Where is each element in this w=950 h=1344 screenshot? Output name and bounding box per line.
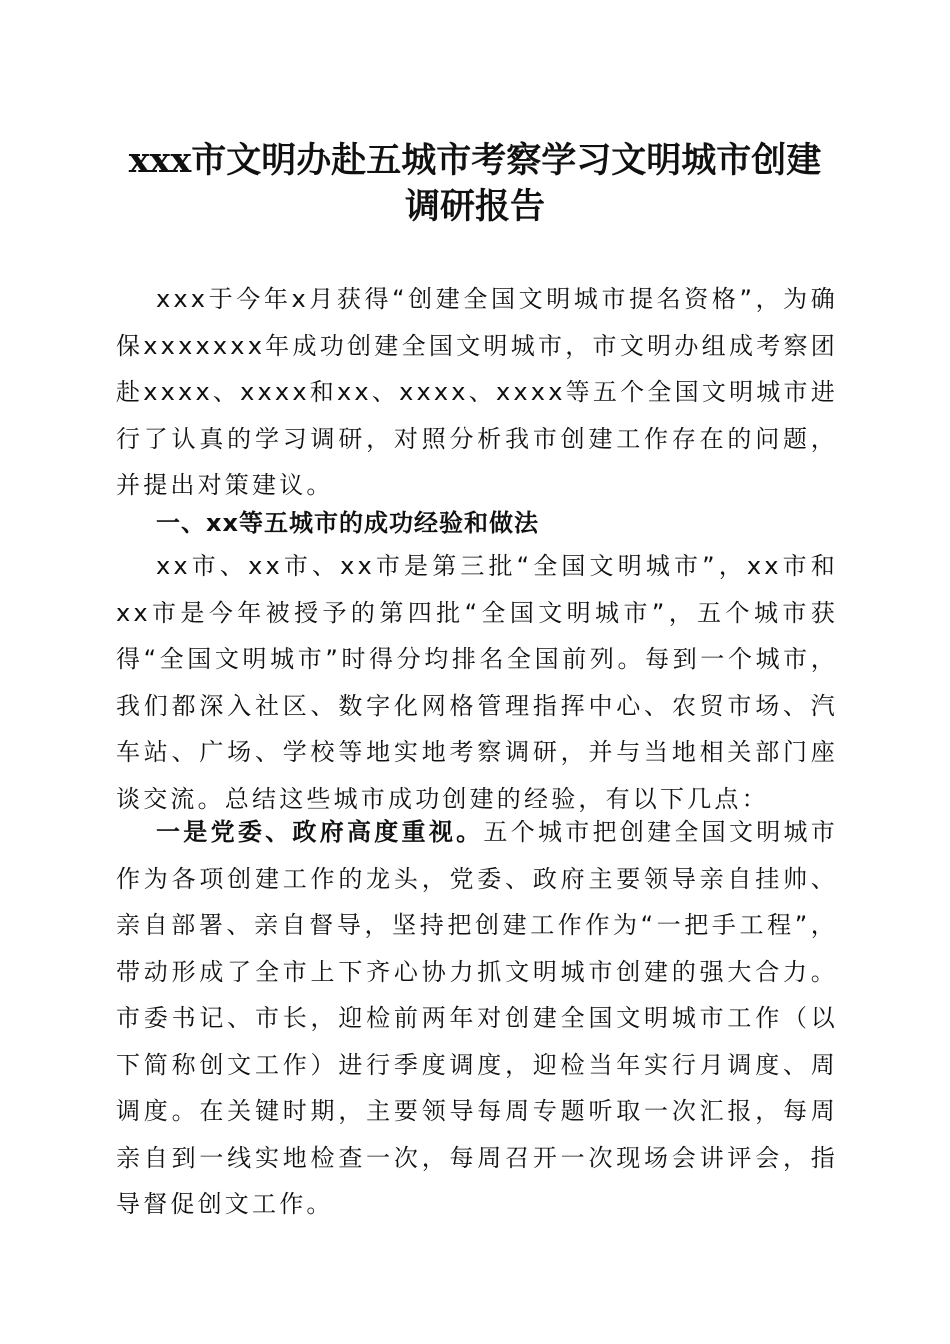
- point-1-lead: 一是党委、政府高度重视。: [156, 818, 484, 846]
- document-title: [100, 138, 850, 230]
- intro-paragraph: xxx于今年x月获得“创建全国文明城市提名资格”，为确保xxxxxxx年成功创建全国文明城市，市文明办组成考察团赴xxxx、xxxx和xx、xxxx、xxxx等五个全国文明城市进行了认真的学习调研，对照分析我市创建工作存在的问题，并提出对策建议。: [116, 285, 838, 499]
- title-line-1: xxx市文明办赴五城市考察学习文明城市创建: [128, 140, 822, 181]
- section-heading-1: 一、xx等五城市的成功经验和做法: [156, 509, 539, 537]
- title-line-2: 调研报告: [404, 186, 545, 227]
- point-1-body: 五个城市把创建全国文明城市作为各项创建工作的龙头，党委、政府主要领导亲自挂帅、亲自部署、亲自督导，坚持把创建工作作为“一把手工程”，带动形成了全市上下齐心协力抓文明城市创建的强大合力。市委书记、市长，迎检前两年对创建全国文明城市工作（以下简称创文工作）进行季度调度，迎检当年实行月调度、周调度。在关键时期，主要领导每周专题听取一次汇报，每周亲自到一线实地检查一次，每周召开一次现场会讲评会，指导督促创文工作。: [116, 818, 838, 1218]
- section1-point-1: [116, 809, 838, 1228]
- section1-paragraph-1: xx市、xx市、xx市是第三批“全国文明城市”，xx市和xx市是今年被授予的第四批“全国文明城市”，五个城市获得“全国文明城市”时得分均排名全国前列。每到一个城市，我们都深入社区、数字化网格管理指挥中心、农贸市场、汽车站、广场、学校等地实地考察调研，并与当地相关部门座谈交流。总结这些城市成功创建的经验，有以下几点：: [116, 552, 838, 813]
